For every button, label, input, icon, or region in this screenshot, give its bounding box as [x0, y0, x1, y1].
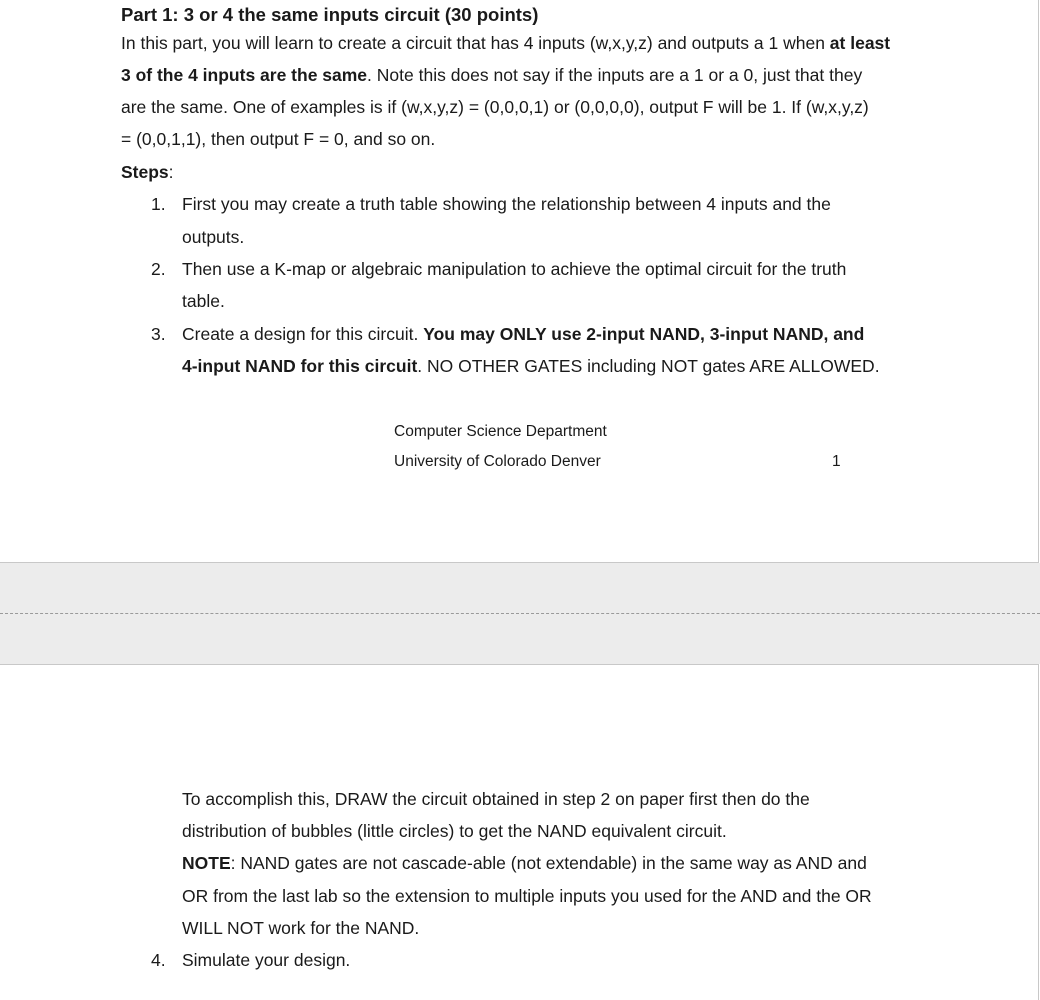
intro-emphasis: at least	[829, 33, 891, 53]
steps-heading	[121, 161, 174, 183]
note-line-1	[182, 852, 867, 874]
step-2-number: 2.	[151, 259, 166, 279]
step-1-line-2: outputs.	[182, 227, 245, 247]
steps-label: Steps	[121, 162, 169, 182]
step-2-line-1: Then use a K-map or algebraic manipulation to achieve the optimal circuit for the truth	[182, 259, 847, 279]
page2-line-2: distribution of bubbles (little circles) to get the NAND equivalent circuit.	[182, 821, 727, 841]
footer-department: Computer Science Department	[394, 423, 607, 440]
intro-emphasis: 3 of the 4 inputs are the same	[121, 65, 368, 85]
step-3-text: . NO OTHER GATES including NOT gates ARE ALLOWED.	[417, 356, 880, 376]
note-text: : NAND gates are not cascade-able (not extendable) in the same way as AND and	[230, 853, 867, 873]
step-3-emphasis: You may ONLY use 2-input NAND, 3-input NAND, and	[423, 324, 865, 344]
intro-text: . Note this does not say if the inputs are a 1 or a 0, just that they	[367, 65, 863, 85]
page-break-line	[0, 613, 1040, 614]
step-2-line-2: table.	[182, 291, 225, 311]
page2-line-1: To accomplish this, DRAW the circuit obtained in step 2 on paper first then do the	[182, 789, 810, 809]
step-4-text: Simulate your design.	[182, 950, 351, 970]
document-page-2	[0, 664, 1039, 1000]
intro-line-3: are the same. One of examples is if (w,x,y,z) = (0,0,0,1) or (0,0,0,0), output F will be 1. If (w,x,y,z)	[121, 97, 869, 117]
intro-text: In this part, you will learn to create a circuit that has 4 inputs (w,x,y,z) and outputs a 1 when	[121, 33, 830, 53]
step-3-text: Create a design for this circuit.	[182, 324, 424, 344]
note-line-2: OR from the last lab so the extension to multiple inputs you used for the AND and the OR	[182, 886, 872, 906]
step-4-number: 4.	[151, 950, 166, 970]
footer-page-number: 1	[832, 453, 841, 470]
intro-line-4: = (0,0,1,1), then output F = 0, and so on.	[121, 129, 436, 149]
step-3-emphasis: 4-input NAND for this circuit	[182, 356, 418, 376]
intro-line-2	[121, 64, 862, 86]
page-gap	[0, 563, 1040, 664]
footer-university: University of Colorado Denver	[394, 453, 601, 470]
step-3-line-1	[182, 323, 864, 345]
step-3-number: 3.	[151, 324, 166, 344]
step-3-line-2	[182, 355, 880, 377]
section-heading: Part 1: 3 or 4 the same inputs circuit (30 points)	[121, 4, 539, 25]
intro-line-1	[121, 32, 890, 54]
steps-colon: :	[168, 162, 174, 182]
step-1-line-1: First you may create a truth table showing the relationship between 4 inputs and the	[182, 194, 831, 214]
note-line-3: WILL NOT work for the NAND.	[182, 918, 420, 938]
step-1-number: 1.	[151, 194, 166, 214]
note-label: NOTE	[182, 853, 231, 873]
